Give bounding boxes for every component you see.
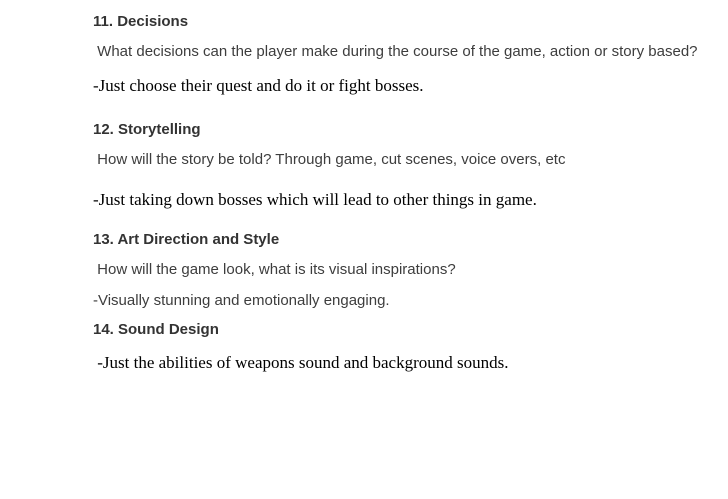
section-heading-decisions: 11. Decisions	[93, 13, 189, 30]
section-heading-sound-design: 14. Sound Design	[93, 321, 219, 338]
section-heading-art-direction: 13. Art Direction and Style	[93, 231, 280, 248]
section-decisions	[93, 12, 705, 97]
section-question-decisions: What decisions can the player make during the course of the game, action or story based?	[93, 43, 698, 60]
section-question-storytelling: How will the story be told? Through game, cut scenes, voice overs, etc	[93, 151, 566, 168]
section-storytelling	[93, 120, 705, 211]
section-answer-decisions: -Just choose their quest and do it or fight bosses.	[93, 76, 424, 95]
section-answer-sound-design: -Just the abilities of weapons sound and background sounds.	[93, 353, 509, 372]
section-answer-art-direction: -Visually stunning and emotionally engaging.	[93, 292, 390, 309]
section-heading-storytelling: 12. Storytelling	[93, 121, 201, 138]
section-answer-storytelling: -Just taking down bosses which will lead to other things in game.	[93, 190, 537, 209]
section-question-art-direction: How will the game look, what is its visual inspirations?	[93, 261, 456, 278]
section-sound-design	[93, 320, 705, 374]
section-art-direction	[93, 230, 705, 311]
